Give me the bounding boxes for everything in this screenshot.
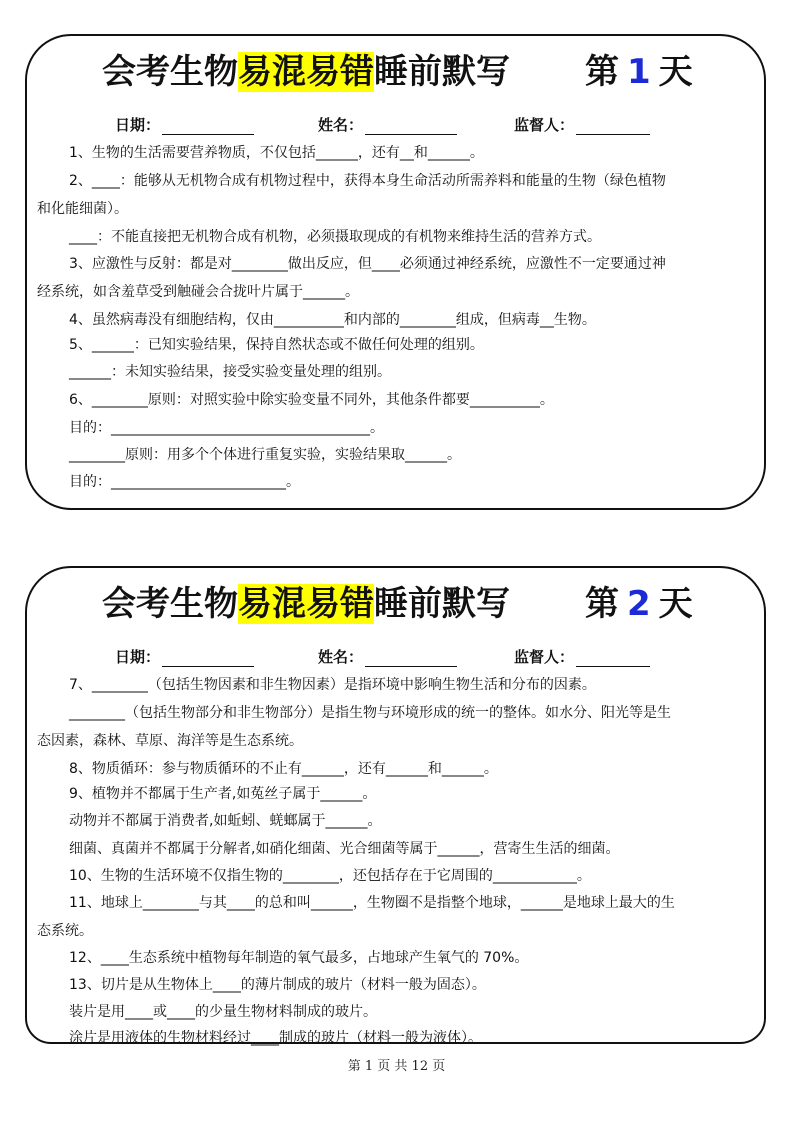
question-line: 9、植物并不都属于生产者,如菟丝子属于______。 bbox=[69, 786, 377, 802]
question-line: 态系统。 bbox=[37, 923, 93, 939]
question-line: 2、____：能够从无机物合成有机物过程中，获得本身生命活动所需养料和能量的生物（绿色植物 bbox=[69, 173, 666, 189]
worksheet-title bbox=[27, 50, 764, 94]
day-number: 2 bbox=[627, 584, 651, 624]
question-line: 7、________（包括生物因素和非生物因素）是指环境中影响生物生活和分布的因素。 bbox=[69, 677, 596, 693]
supervisor-blank[interactable] bbox=[576, 118, 650, 135]
title-text: 会考生物易混易错睡前默写 bbox=[102, 584, 510, 624]
question-line: 和化能细菌）。 bbox=[37, 201, 128, 217]
title-highlight: 易混易错 bbox=[238, 52, 374, 92]
worksheet-card-day-1 bbox=[25, 34, 766, 510]
question-line: 5、______：已知实验结果，保持自然状态或不做任何处理的组别。 bbox=[69, 337, 484, 353]
question-line: 目的：_________________________。 bbox=[69, 474, 300, 490]
question-line: 目的：_____________________________________。 bbox=[69, 420, 384, 436]
day-number: 1 bbox=[627, 52, 651, 92]
question-line: 动物并不都属于消费者,如蚯蚓、蜣螂属于______。 bbox=[69, 813, 382, 829]
title-highlight: 易混易错 bbox=[238, 584, 374, 624]
date-blank[interactable] bbox=[162, 650, 254, 667]
question-line: 1、生物的生活需要营养物质，不仅包括______，还有__和______。 bbox=[69, 145, 484, 161]
title-text: 会考生物易混易错睡前默写 bbox=[102, 52, 510, 92]
question-line: 装片是用____或____的少量生物材料制成的玻片。 bbox=[69, 1004, 377, 1020]
page-footer: 第 1 页 共 12 页 bbox=[347, 1059, 446, 1074]
question-line: ____：不能直接把无机物合成有机物，必须摄取现成的有机物来维持生活的营养方式。 bbox=[69, 229, 601, 245]
worksheet-card-day-2 bbox=[25, 566, 766, 1044]
name-field: 姓名： bbox=[318, 114, 457, 135]
supervisor-field: 监督人： bbox=[514, 114, 650, 135]
question-line: 4、虽然病毒没有细胞结构，仅由__________和内部的________组成，但病毒__生物。 bbox=[69, 312, 596, 328]
supervisor-blank[interactable] bbox=[576, 650, 650, 667]
question-line: 8、物质循环：参与物质循环的不止有______，还有______和______。 bbox=[69, 761, 498, 777]
question-line: 6、________原则：对照实验中除实验变量不同外，其他条件都要__________。 bbox=[69, 392, 554, 408]
question-line: 11、地球上________与其____的总和叫______，生物圈不是指整个地球，______是地球上最大的生 bbox=[69, 895, 675, 911]
name-blank[interactable] bbox=[365, 650, 457, 667]
meta-row bbox=[27, 114, 764, 140]
question-line: 经系统，如含羞草受到触碰会合拢叶片属于______。 bbox=[37, 284, 359, 300]
name-field: 姓名： bbox=[318, 646, 457, 667]
question-line: 10、生物的生活环境不仅指生物的________，还包括存在于它周围的____________。 bbox=[69, 868, 591, 884]
question-line: 3、应激性与反射：都是对________做出反应，但____必须通过神经系统，应激性不一定要通过神 bbox=[69, 256, 666, 272]
question-line: ________原则：用多个个体进行重复实验，实验结果取______。 bbox=[69, 447, 461, 463]
day-label: 第 2 天 bbox=[585, 584, 693, 624]
question-line: ______：未知实验结果，接受实验变量处理的组别。 bbox=[69, 364, 391, 380]
name-blank[interactable] bbox=[365, 118, 457, 135]
date-field: 日期： bbox=[115, 646, 254, 667]
question-line: 12、____生态系统中植物每年制造的氧气最多，占地球产生氧气的 70%。 bbox=[69, 950, 529, 966]
question-line: 13、切片是从生物体上____的薄片制成的玻片（材料一般为固态）。 bbox=[69, 977, 486, 993]
question-line: 态因素，森林、草原、海洋等是生态系统。 bbox=[37, 733, 303, 749]
date-field: 日期： bbox=[115, 114, 254, 135]
date-blank[interactable] bbox=[162, 118, 254, 135]
question-line: 涂片是用液体的生物材料经过____制成的玻片（材料一般为液体）。 bbox=[69, 1030, 482, 1046]
worksheet-title bbox=[27, 582, 764, 626]
day-label: 第 1 天 bbox=[585, 52, 693, 92]
question-line: ________（包括生物部分和非生物部分）是指生物与环境形成的统一的整体。如水分、阳光等是生 bbox=[69, 705, 671, 721]
supervisor-field: 监督人： bbox=[514, 646, 650, 667]
question-line: 细菌、真菌并不都属于分解者,如硝化细菌、光合细菌等属于______，营寄生生活的细菌。 bbox=[69, 841, 620, 857]
meta-row bbox=[27, 646, 764, 672]
